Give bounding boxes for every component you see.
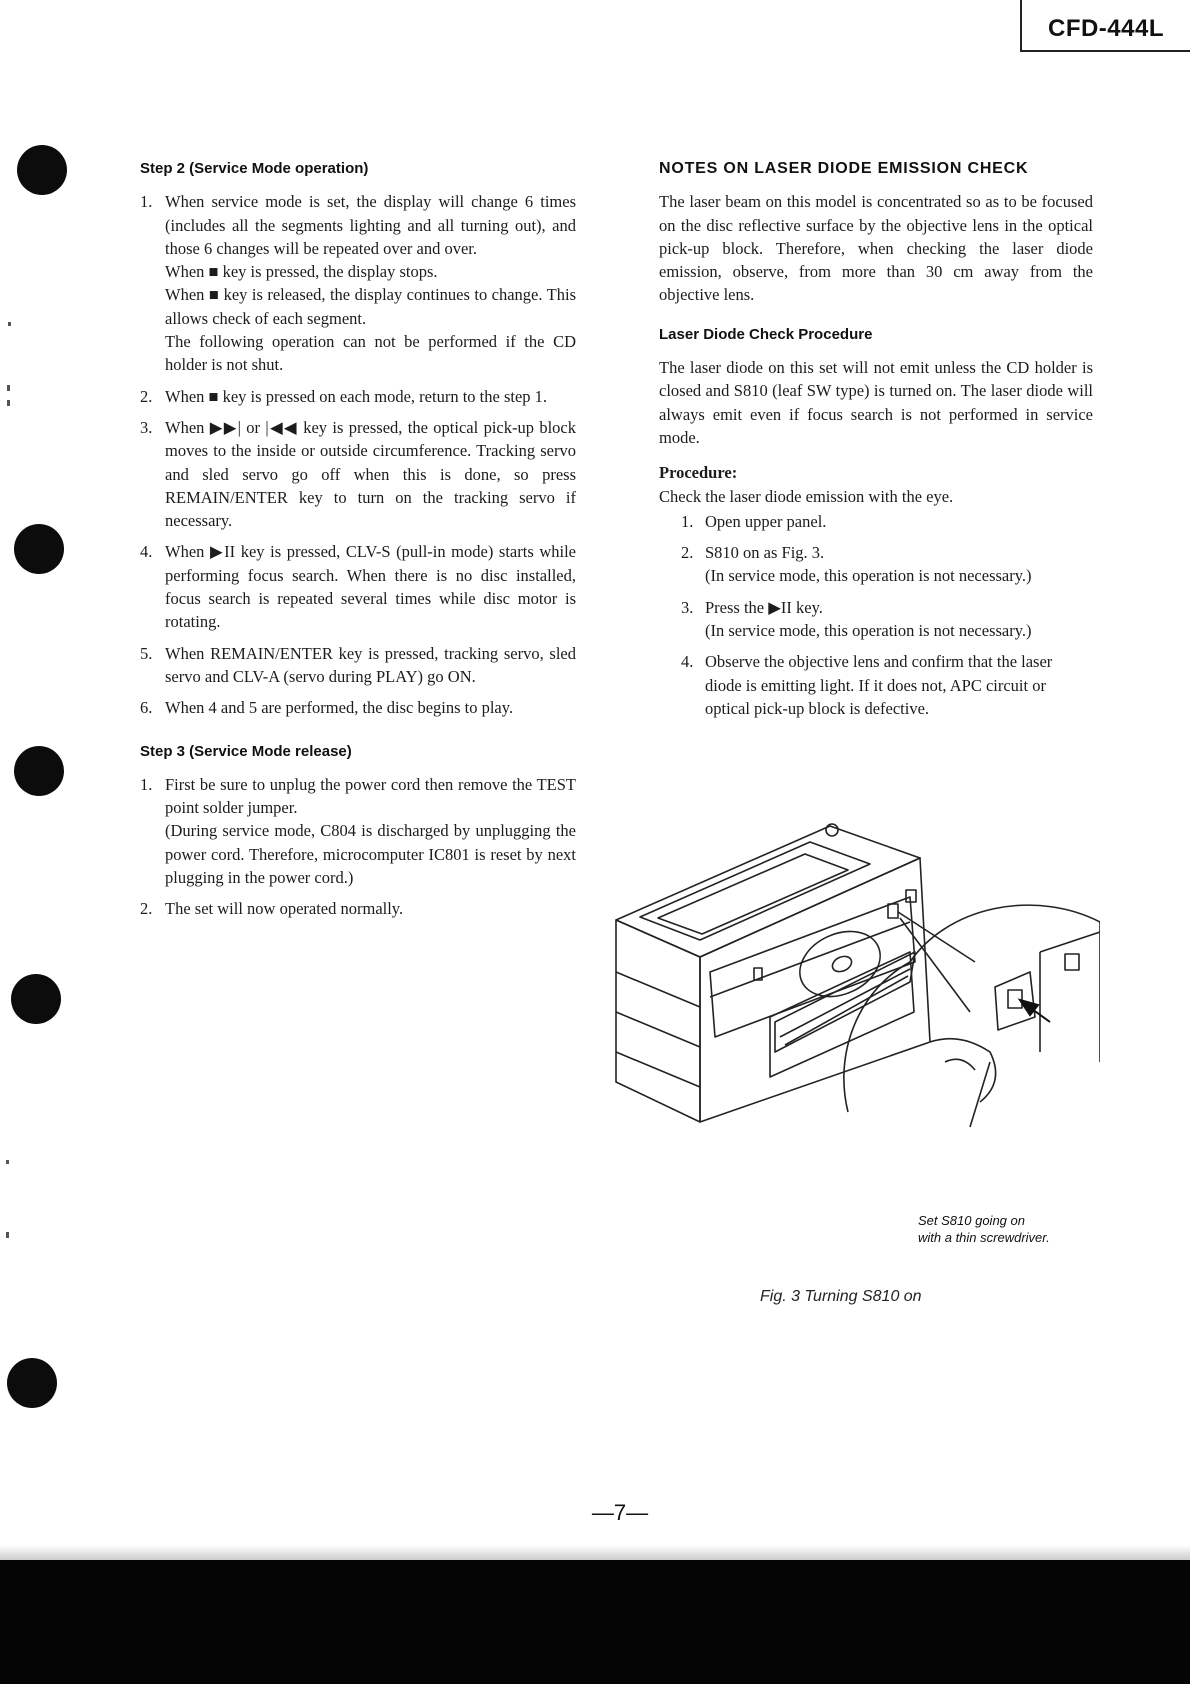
binder-hole	[14, 746, 64, 796]
procedure-list	[681, 510, 1093, 720]
boombox-figure	[610, 812, 1100, 1142]
list-item: 3. Press the ▶II key. (In service mode, this operation is not necessary.)	[681, 597, 1032, 641]
figure-note: Set S810 going on with a thin screwdriver.	[918, 1213, 1050, 1245]
scan-speck	[6, 1160, 9, 1164]
procedure-intro: Check the laser diode emission with the eye.	[659, 486, 954, 506]
right-column	[659, 157, 1093, 728]
list-item: 2. When ■ key is pressed on each mode, return to the step 1.	[140, 386, 548, 406]
notes-heading: NOTES ON LASER DIODE EMISSION CHECK	[659, 160, 1029, 177]
scan-speck	[7, 385, 10, 391]
page-number: —7—	[591, 1500, 649, 1525]
figure-caption: Fig. 3 Turning S810 on	[760, 1288, 922, 1305]
step2-heading: Step 2 (Service Mode operation)	[140, 160, 369, 177]
list-item: 4. When ▶II key is pressed, CLV-S (pull-in mode) starts while performing focus search. When there is no disc installed, focus search is repeated several times while disc motor is rotating.	[140, 542, 576, 632]
scan-speck	[7, 400, 10, 406]
list-item: 1. First be sure to unplug the power cord then remove the TEST point solder jumper. (During service mode, C804 is discharged by unplugging the power cord. Therefore, microcomputer IC801 is reset by next plugging in the power cord.)	[140, 774, 576, 888]
list-item: 3. When ▶▶| or |◀◀ key is pressed, the optical pick-up block moves to the inside or outside circumference. Tracking servo and sled servo go off when this is done, so press REMAIN/ENTER key to turn on the tracking servo if necessary.	[140, 417, 576, 531]
binder-hole	[11, 974, 61, 1024]
check-paragraph: The laser diode on this set will not emit unless the CD holder is closed and S810 (leaf SW type) is turned on. The laser diode will always emit even if focus search is not performed in service mode.	[659, 358, 1093, 447]
list-item: 5. When REMAIN/ENTER key is pressed, tracking servo, sled servo and CLV-A (servo during PLAY) go ON.	[140, 643, 576, 686]
binder-hole	[7, 1358, 57, 1408]
binder-hole	[17, 145, 67, 195]
notes-paragraph: The laser beam on this model is concentrated so as to be focused on the disc reflective surface by the objective lens in the optical pick-up block. Therefore, when checking the laser diode emission, observe, from more than 30 cm away from the objective lens.	[659, 192, 1093, 305]
step2-list	[140, 190, 576, 719]
list-item: 6. When 4 and 5 are performed, the disc begins to play.	[140, 698, 514, 718]
scan-edge-shadow	[0, 1545, 1190, 1561]
list-item: 1. Open upper panel.	[681, 511, 827, 531]
scanner-background-band	[0, 1560, 1190, 1684]
list-item: 1. When service mode is set, the display will change 6 times (includes all the segments lighting and all turning out), and those 6 changes will be repeated over and over. When ■ key is pressed, the display stops. When ■ key is released, the display continues to change. This allows check of each segment. The following operation can not be performed if the CD holder is not shut.	[140, 192, 576, 375]
model-number: CFD-444L	[1020, 0, 1190, 52]
list-item: 2. S810 on as Fig. 3. (In service mode, this operation is not necessary.)	[681, 543, 1032, 586]
list-item: 4. Observe the objective lens and confirm that the laser diode is emitting light. If it does not, APC circuit or optical pick-up block is defective.	[681, 652, 1053, 718]
step3-list	[140, 773, 576, 921]
scan-speck	[6, 1232, 9, 1238]
procedure-label: Procedure:	[659, 463, 738, 483]
check-procedure-heading: Laser Diode Check Procedure	[659, 325, 873, 343]
list-item: 2. The set will now operated normally.	[140, 899, 404, 919]
left-column	[140, 157, 576, 929]
binder-hole	[14, 524, 64, 574]
step3-heading: Step 3 (Service Mode release)	[140, 742, 352, 760]
scan-speck	[8, 322, 11, 326]
